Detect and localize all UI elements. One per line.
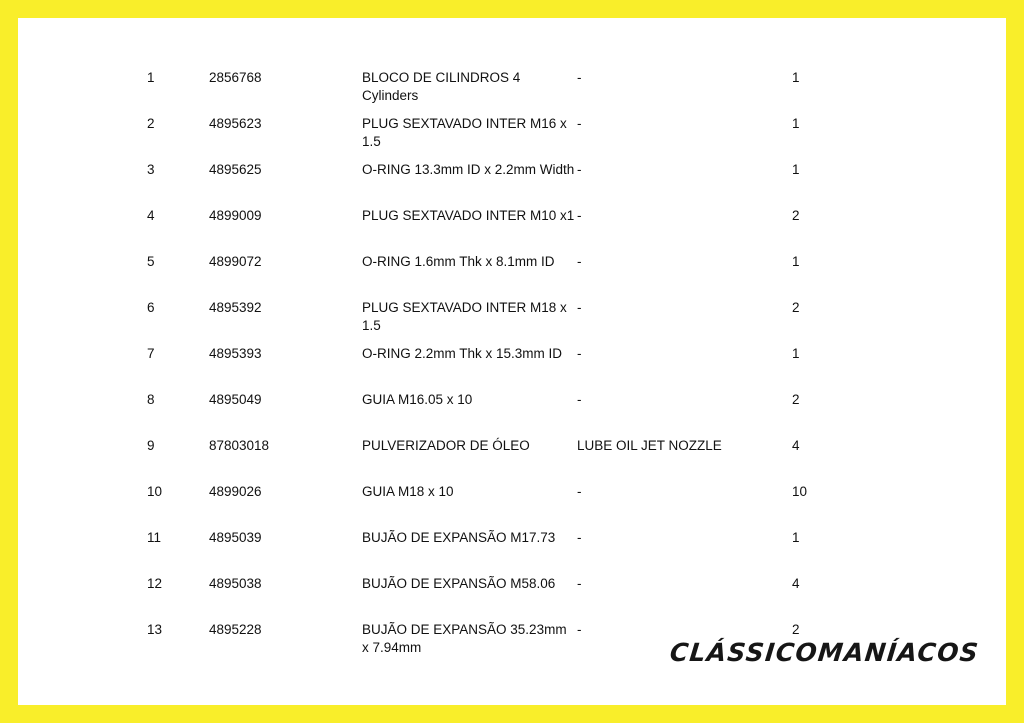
item-number: 13 — [147, 622, 163, 637]
part-english-name: - — [577, 622, 582, 637]
table-row — [18, 575, 1006, 621]
part-description: GUIA M18 x 10 — [362, 484, 454, 499]
table-row — [18, 437, 1006, 483]
item-number: 1 — [147, 70, 155, 85]
part-english-name: - — [577, 392, 582, 407]
table-row — [18, 253, 1006, 299]
part-description: PLUG SEXTAVADO INTER M16 x 1.5 — [362, 116, 567, 149]
item-number: 7 — [147, 346, 155, 361]
part-english-name: - — [577, 162, 582, 177]
table-row — [18, 207, 1006, 253]
part-description: PULVERIZADOR DE ÓLEO — [362, 438, 530, 453]
part-english-name: LUBE OIL JET NOZZLE — [577, 438, 722, 453]
item-number: 5 — [147, 254, 155, 269]
part-description: PLUG SEXTAVADO INTER M10 x1 — [362, 208, 575, 223]
item-number: 10 — [147, 484, 163, 499]
item-number: 4 — [147, 208, 155, 223]
part-english-name: - — [577, 70, 582, 85]
table-row — [18, 483, 1006, 529]
item-number: 6 — [147, 300, 155, 315]
part-code: 4899072 — [209, 254, 262, 269]
part-code: 4895039 — [209, 530, 262, 545]
part-description: O-RING 13.3mm ID x 2.2mm Width — [362, 162, 575, 177]
part-english-name: - — [577, 254, 582, 269]
part-quantity: 2 — [792, 208, 800, 223]
brand-logo: CLÁSSICOMANÍACOS — [668, 638, 981, 667]
part-quantity: 4 — [792, 438, 800, 453]
part-quantity: 1 — [792, 116, 800, 131]
part-description: GUIA M16.05 x 10 — [362, 392, 473, 407]
part-code: 4895049 — [209, 392, 262, 407]
part-code: 4895392 — [209, 300, 262, 315]
table-row — [18, 69, 1006, 115]
part-english-name: - — [577, 300, 582, 315]
part-code: 4895228 — [209, 622, 262, 637]
part-quantity: 2 — [792, 392, 800, 407]
part-english-name: - — [577, 530, 582, 545]
part-description: BLOCO DE CILINDROS 4 Cylinders — [362, 70, 521, 103]
part-quantity: 1 — [792, 162, 800, 177]
part-quantity: 2 — [792, 622, 800, 637]
part-quantity: 2 — [792, 300, 800, 315]
part-quantity: 1 — [792, 254, 800, 269]
part-english-name: - — [577, 484, 582, 499]
part-quantity: 1 — [792, 346, 800, 361]
item-number: 9 — [147, 438, 155, 453]
part-description: BUJÃO DE EXPANSÃO M58.06 — [362, 576, 556, 591]
part-description: BUJÃO DE EXPANSÃO 35.23mm x 7.94mm — [362, 622, 567, 655]
part-code: 4895625 — [209, 162, 262, 177]
part-quantity: 10 — [792, 484, 808, 499]
part-code: 4895623 — [209, 116, 262, 131]
part-quantity: 1 — [792, 530, 800, 545]
part-code: 4895393 — [209, 346, 262, 361]
part-description: BUJÃO DE EXPANSÃO M17.73 — [362, 530, 556, 545]
part-code: 2856768 — [209, 70, 262, 85]
item-number: 2 — [147, 116, 155, 131]
part-english-name: - — [577, 576, 582, 591]
part-quantity: 4 — [792, 576, 800, 591]
table-row — [18, 391, 1006, 437]
item-number: 8 — [147, 392, 155, 407]
part-english-name: - — [577, 208, 582, 223]
parts-list-page — [18, 18, 1006, 705]
item-number: 12 — [147, 576, 163, 591]
table-row — [18, 529, 1006, 575]
part-code: 4899009 — [209, 208, 262, 223]
part-quantity: 1 — [792, 70, 800, 85]
part-code: 87803018 — [209, 438, 270, 453]
table-row — [18, 115, 1006, 161]
item-number: 3 — [147, 162, 155, 177]
part-english-name: - — [577, 346, 582, 361]
part-description: O-RING 2.2mm Thk x 15.3mm ID — [362, 346, 563, 361]
table-row — [18, 161, 1006, 207]
part-description: PLUG SEXTAVADO INTER M18 x 1.5 — [362, 300, 567, 333]
part-description: O-RING 1.6mm Thk x 8.1mm ID — [362, 254, 555, 269]
part-english-name: - — [577, 116, 582, 131]
table-row — [18, 299, 1006, 345]
part-code: 4895038 — [209, 576, 262, 591]
table-row — [18, 345, 1006, 391]
part-code: 4899026 — [209, 484, 262, 499]
item-number: 11 — [147, 530, 162, 545]
